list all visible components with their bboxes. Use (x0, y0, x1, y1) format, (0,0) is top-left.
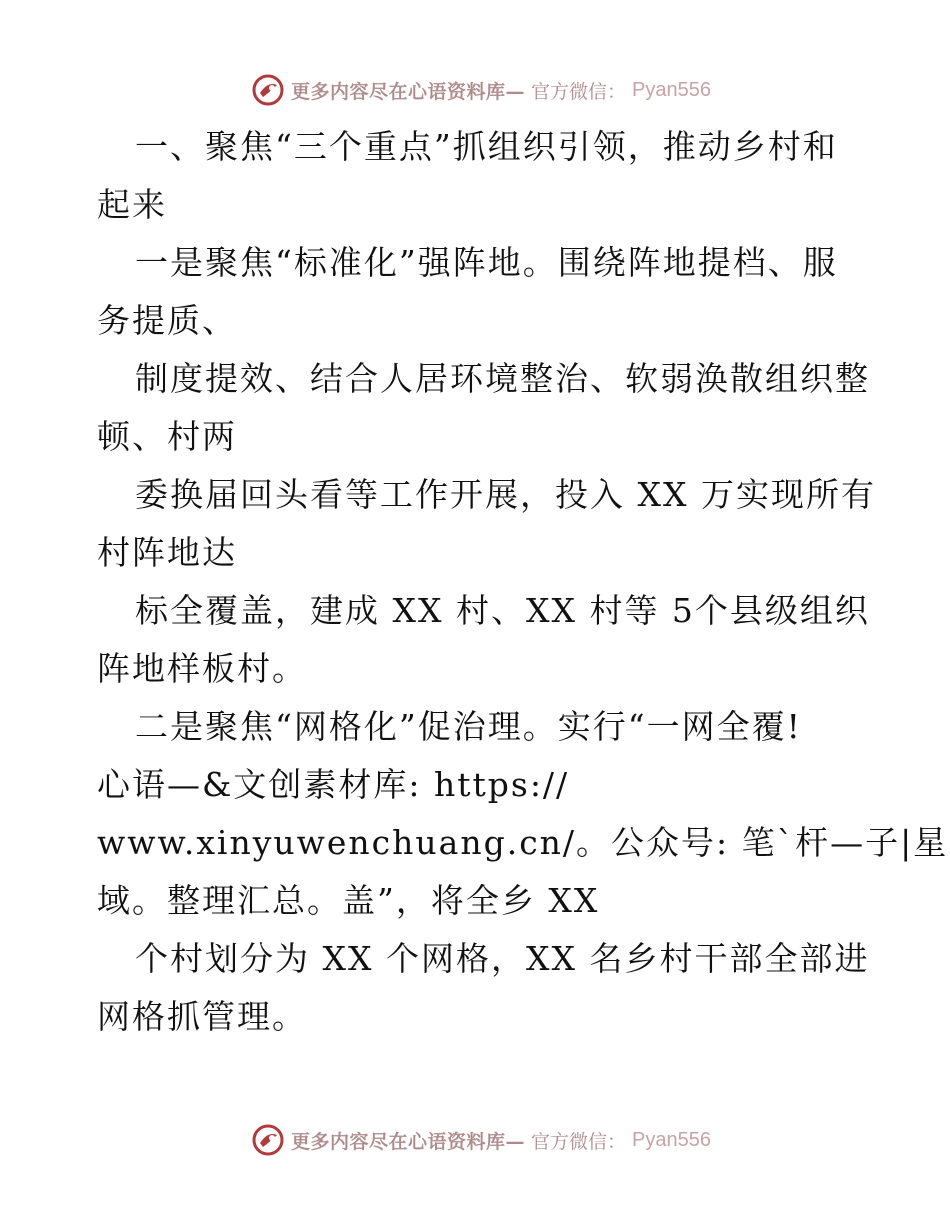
footer-wechat-label: 官方微信： (531, 1130, 627, 1153)
body-line: 二是聚焦“网格化”促治理。实行“一网全覆! (135, 707, 802, 746)
body-line: 个村划分为 XX 个网格，XX 名乡村干部全部进 (135, 939, 870, 978)
body-line: 阵地样板村。 (97, 649, 307, 688)
header-wechat-label: 官方微信： (531, 80, 627, 103)
body-line: 委换届回头看等工作开展，投入 XX 万实现所有 (135, 475, 876, 514)
body-line: 一、聚焦“三个重点”抓组织引领，推动乡村和 (135, 127, 838, 166)
header-wechat-id: Pyan556 (632, 78, 711, 101)
body-line: 一是聚焦“标准化”强阵地。围绕阵地提档、服 (135, 243, 838, 282)
body-line: 域。整理汇总。盖”，将全乡 XX (97, 881, 600, 920)
document-body (97, 118, 949, 1046)
body-line: 顿、村两 (97, 417, 237, 456)
brand-logo-icon (251, 1123, 285, 1157)
brand-logo-icon (251, 73, 285, 107)
body-line: 网格抓管理。 (97, 997, 307, 1036)
header-brand-text: 更多内容尽在心语资料库— (291, 80, 526, 103)
body-line: 务提质、 (97, 301, 237, 340)
footer-wechat-id: Pyan556 (632, 1128, 711, 1151)
footer-banner (0, 1120, 950, 1160)
footer-brand-text: 更多内容尽在心语资料库— (291, 1130, 526, 1153)
body-line: 起来 (97, 185, 167, 224)
body-line: 心语—&文创素材库: https:// (97, 765, 570, 804)
body-line: 标全覆盖，建成 XX 村、XX 村等 5个县级组织 (135, 591, 870, 630)
body-line: www.xinyuwenchuang.cn/。公众号: 笔`杆—子|星 (97, 823, 949, 862)
body-line: 村阵地达 (97, 533, 237, 572)
header-banner (0, 70, 950, 110)
body-line: 制度提效、结合人居环境整治、软弱涣散组织整 (135, 359, 870, 398)
